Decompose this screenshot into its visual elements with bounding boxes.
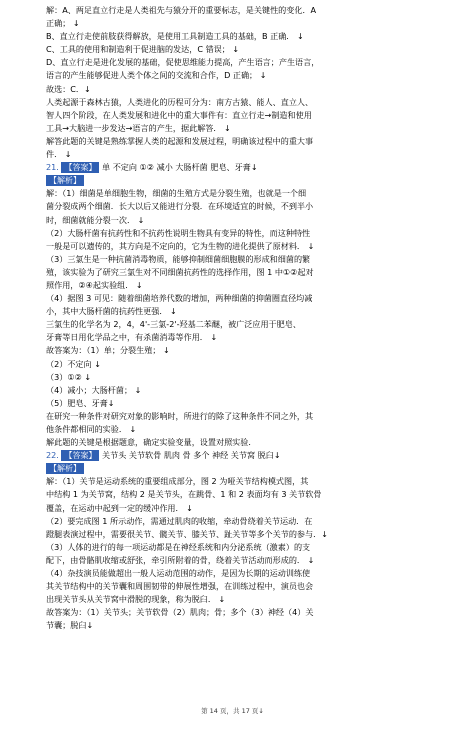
text-line: 节囊；脱臼↓ bbox=[46, 620, 94, 631]
text-line: （2）要完成图 1 所示动作，需通过肌肉的收缩，牵动骨绕着关节运动．在 bbox=[46, 515, 313, 526]
text-line: 中结构 1 为关节窝，结构 2 是关节头，在跳骨、1 和 2 表面均有 3 关节软骨 bbox=[46, 489, 322, 500]
text-line: 故答案为：（1）关节头；关节软骨（2）肌肉；骨；多个（3）神经（4）关 bbox=[46, 607, 314, 618]
text-line: B、直立行走使前肢获得解放，是使用工具制造工具的基础，B 正确． ↓ bbox=[46, 31, 304, 42]
text-line: 一般是可以遗传的，其方向是不定向的，它为生物的进化提供了原材料． ↓ bbox=[46, 240, 315, 251]
question-number: 21. bbox=[46, 162, 59, 173]
analysis-tag: 【解析】 bbox=[46, 463, 84, 474]
text-line: （3）三氯生是一种抗菌消毒物质，能够抑制细菌细胞膜的形成和细菌的繁 bbox=[46, 253, 311, 264]
text-line: （3）人体的进行的每一项运动都是在神经系统和内分泌系统（激素）的支 bbox=[46, 541, 311, 552]
answer-line bbox=[46, 161, 424, 174]
text-line: 正确； ↓ bbox=[46, 18, 80, 29]
text-line: 工具→大脑进一步发达→语言的产生，据此解答． ↓ bbox=[46, 122, 231, 133]
text-line: （2）不定向 ↓ bbox=[46, 358, 101, 369]
text-line: 时，细菌就能分裂一次． ↓ bbox=[46, 214, 145, 225]
text-line: D、直立行走是进化发展的基础，促使思维能力提高，产生语言；产生语言， bbox=[46, 57, 320, 68]
text-line: 在研究一种条件对研究对象的影响时，所进行的除了这种条件不同之外，其 bbox=[46, 410, 314, 421]
text-line: 解答此题的关键是熟练掌握人类的起源和发展过程，明确该过程中的重大事 bbox=[46, 135, 314, 146]
text-line: 解此题的关键是根据题意，确定实验变量，设置对照实验． bbox=[46, 437, 257, 448]
analysis-tag: 【解析】 bbox=[46, 175, 84, 186]
question-22 bbox=[46, 449, 424, 632]
text-line: 蹬腿表演过程中，需要很关节、髋关节、膝关节、趾关节等多个关节的参与．↓ bbox=[46, 528, 328, 539]
text-line: 小，其中大肠杆菌的抗药性更强． ↓ bbox=[46, 306, 177, 317]
text-line: 语言的产生能够促进人类个体之间的交流和合作，D 正确； ↓ bbox=[46, 70, 267, 81]
text-line: 解：（1）关节是运动系统的重要组成部分，图 2 为哑关节结构模式图，其 bbox=[46, 476, 309, 487]
text-line: 人类起源于森林古猿，人类进化的历程可分为：南方古猿、能人、直立人、 bbox=[46, 96, 314, 107]
answer-tag: 【答案】 bbox=[61, 162, 99, 173]
answer-section-20 bbox=[46, 4, 424, 161]
text-line: 其关节结构中的关节囊和周围韧带的伸展性增强，在训练过程中，演员也会 bbox=[46, 581, 314, 592]
text-line: 覆盖，在运动中起到一定的缓冲作用． ↓ bbox=[46, 502, 193, 513]
text-line: （5）肥皂、牙膏↓ bbox=[46, 397, 115, 408]
analysis-line bbox=[46, 462, 424, 475]
text-line: 故选：C．↓ bbox=[46, 83, 91, 94]
text-line: （4）杂技演员能做超出一般人运动范围的动作，是因为长期的运动训练使 bbox=[46, 568, 311, 579]
text-line: （3）①② ↓ bbox=[46, 371, 92, 382]
text-line: 解：（1）细菌是单细胞生物，细菌的生殖方式是分裂生殖，也就是一个细 bbox=[46, 188, 307, 199]
text-line: （4）减小；大肠杆菌； ↓ bbox=[46, 384, 142, 395]
question-21 bbox=[46, 161, 424, 449]
analysis-body bbox=[46, 475, 424, 632]
text-line: C、工具的使用和制造利于促进脑的发达，C 错误； ↓ bbox=[46, 44, 240, 55]
text-line: 出现关节头从关节窝中滑脱的现象，称为脱臼． ↓ bbox=[46, 594, 226, 605]
text-line: 解：A、两足直立行走是人类祖先与猿分开的重要标志，是关键性的变化．A bbox=[46, 5, 317, 15]
text-line: （2）大肠杆菌有抗药性和不抗药性说明生物具有变异的特性，而这种特性 bbox=[46, 227, 311, 238]
text-line: 三氯生的化学名为 2，4，4'-三氯-2'-羟基二苯醚，被广泛应用于肥皂、 bbox=[46, 319, 301, 330]
analysis-body bbox=[46, 187, 424, 449]
text-line: 故答案为：（1）单；分裂生殖； ↓ bbox=[46, 345, 170, 356]
answer-line bbox=[46, 449, 424, 462]
text-line: 菌分裂成两个细菌．长大以后又能进行分裂．在环境适宜的时候，不到半小 bbox=[46, 201, 314, 212]
answer-text: 单 不定向 ①② 减小 大肠杆菌 肥皂、牙膏↓ bbox=[102, 162, 258, 173]
analysis-line bbox=[46, 174, 424, 187]
text-line: 照作用，②④起实验组． ↓ bbox=[46, 279, 143, 290]
answer-text: 关节头 关节软骨 肌肉 骨 多个 神经 关节窝 脱臼↓ bbox=[102, 450, 281, 461]
question-number: 22. bbox=[46, 450, 59, 461]
page-footer: 第 14 页，共 17 页↓ bbox=[201, 707, 264, 715]
text-line: 配下，由骨骼肌收缩或舒张，牵引所附着的骨，绕着关节活动而形成的． ↓ bbox=[46, 554, 315, 565]
text-line: 牙膏等日用化学品之中，有杀菌消毒等作用． ↓ bbox=[46, 332, 218, 343]
text-line: （4）据图 3 可见：随着细菌培养代数的增加，两种细菌的抑菌圈直径均减 bbox=[46, 293, 313, 304]
text-line: 智人四个阶段，在人类发展和进化中的重大事件有：直立行走→制造和使用 bbox=[46, 109, 312, 120]
answer-tag: 【答案】 bbox=[61, 450, 99, 461]
text-line: 殖，该实验为了研究三氯生对不同细菌抗药性的选择作用，图 1 中①②起对 bbox=[46, 266, 314, 277]
text-line: 件． ↓ bbox=[46, 149, 72, 160]
text-line: 他条件都相同的实验． ↓ bbox=[46, 424, 137, 434]
page-content bbox=[46, 4, 424, 633]
